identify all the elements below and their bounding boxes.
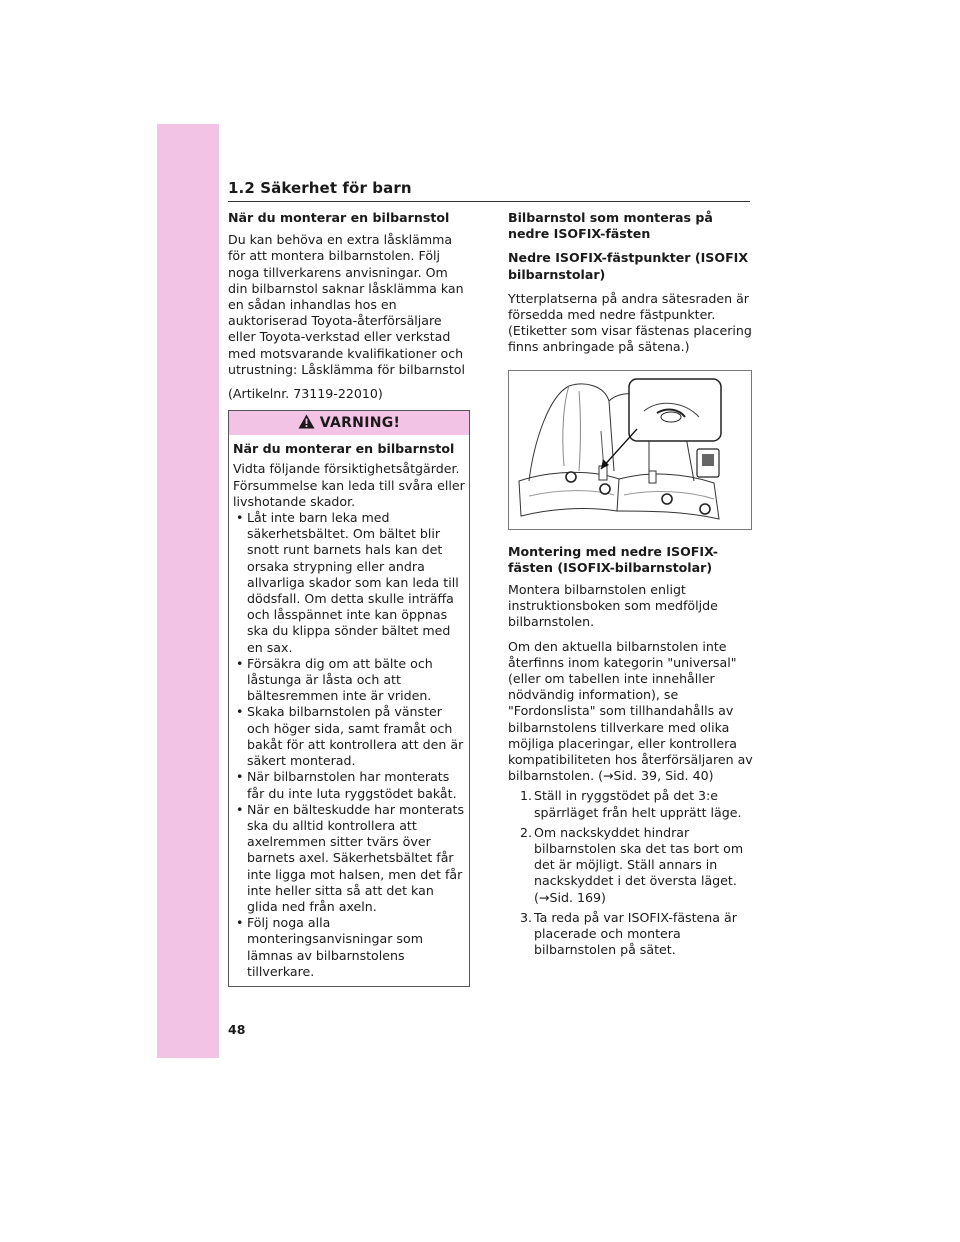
- list-item: • Följ noga alla monteringsanvisningar som lämnas av bilbarnstolens tillverkare.: [233, 915, 465, 980]
- warning-body: [229, 435, 469, 980]
- list-item: • När bilbarnstolen har monterats får du inte luta ryggstödet bakåt.: [233, 769, 465, 801]
- list-item: • När en bälteskudde har monterats ska du alltid kontrollera att axelremmen sitter tvärs över barnets axel. Säkerhetsbältet får inte ligga mot halsen, men det får inte heller sitta så att det kan glida ned från axeln.: [233, 802, 465, 915]
- right-paragraph-1: Ytterplatserna på andra sätesraden är försedda med nedre fästpunkter. (Etiketter som visar fästenas placering finns anbringade på sätena.): [508, 290, 752, 355]
- side-tab: [157, 124, 219, 1058]
- list-item: [520, 910, 754, 959]
- right-paragraph-3: Om den aktuella bilbarnstolen inte återfinns inom kategorin "universal" (eller om tabellen inte innehåller nödvändig information), se "Fordonslista" som tillhandahålls av bilbarnstolens tillverkare med olika möjliga placeringar, eller kontrollera kompatibiliteten hos återförsäljaren av bilbarnstolen. (→Sid. 39, Sid. 40): [508, 638, 753, 784]
- list-item: [520, 825, 754, 906]
- warning-bullet-list: [233, 510, 465, 980]
- right-paragraph-2: Montera bilbarnstolen enligt instruktionsboken som medföljde bilbarnstolen.: [508, 582, 718, 630]
- list-item: • Försäkra dig om att bälte och låstunga är låsta och att bältesremmen inte är vriden.: [233, 656, 465, 705]
- page-number: 48: [228, 1022, 246, 1037]
- step-number: 1.: [520, 788, 533, 804]
- section-header: [228, 178, 750, 202]
- warning-heading: När du monterar en bilbarnstol: [233, 441, 455, 457]
- list-item: • Låt inte barn leka med säkerhetsbältet. Om bältet blir snott runt barnets hals kan det orsaka strypning eller andra allvarliga skador som kan leda till dödsfall. Om detta skulle inträffa och låsspännet inte kan öppnas ska du klippa sönder bältet med en sax.: [233, 510, 465, 656]
- step-text: Ta reda på var ISOFIX-fästena är placerade och montera bilbarnstolen på sätet.: [534, 909, 737, 958]
- isofix-seat-illustration: [508, 370, 752, 530]
- right-column: [508, 210, 754, 963]
- step-number: 3.: [520, 909, 533, 925]
- step-text: Ställ in ryggstödet på det 3:e spärrläget från helt upprätt läge.: [534, 788, 742, 820]
- step-number: 2.: [520, 824, 533, 840]
- left-paragraph-1: Du kan behöva en extra låsklämma för att montera bilbarnstolen. Följ noga tillverkarens anvisningar. Om din bilbarnstol saknar låsklämma kan en sådan inhandlas hos en auktoriserad Toyota-återförsäljare eller Toyota-verkstad eller verkstad med motsvarande kvalifikationer och utrustning: Låsklämma för bilbarnstol: [228, 232, 466, 377]
- section-title: 1.2 Säkerhet för barn: [228, 179, 412, 197]
- steps-list: [508, 788, 754, 958]
- left-heading: När du monterar en bilbarnstol: [228, 210, 450, 225]
- warning-intro: Vidta följande försiktighetsåtgärder. Försummelse kan leda till svåra eller livshotande skador.: [233, 461, 465, 509]
- right-heading-1: Bilbarnstol som monteras på nedre ISOFIX-fästen: [508, 210, 713, 242]
- list-item: • Skaka bilbarnstolen på vänster och höger sida, samt framåt och bakåt för att kontrollera att den är säkert monterad.: [233, 704, 465, 769]
- warning-header: [229, 411, 469, 435]
- left-paragraph-2: (Artikelnr. 73119-22010): [228, 386, 383, 402]
- warning-triangle-icon: [298, 414, 315, 433]
- right-heading-3: Montering med nedre ISOFIX-fästen (ISOFIX-bilbarnstolar): [508, 543, 718, 575]
- warning-box: [228, 410, 470, 987]
- right-heading-2: Nedre ISOFIX-fästpunkter (ISOFIX bilbarnstolar): [508, 250, 749, 282]
- step-text: Om nackskyddet hindrar bilbarnstolen ska det tas bort om det är möjligt. Ställ annars in nackskyddet i det översta läget. (→Sid. 169): [534, 824, 744, 905]
- warning-title: VARNING!: [319, 415, 401, 432]
- list-item: [520, 788, 754, 820]
- left-column: [228, 210, 470, 987]
